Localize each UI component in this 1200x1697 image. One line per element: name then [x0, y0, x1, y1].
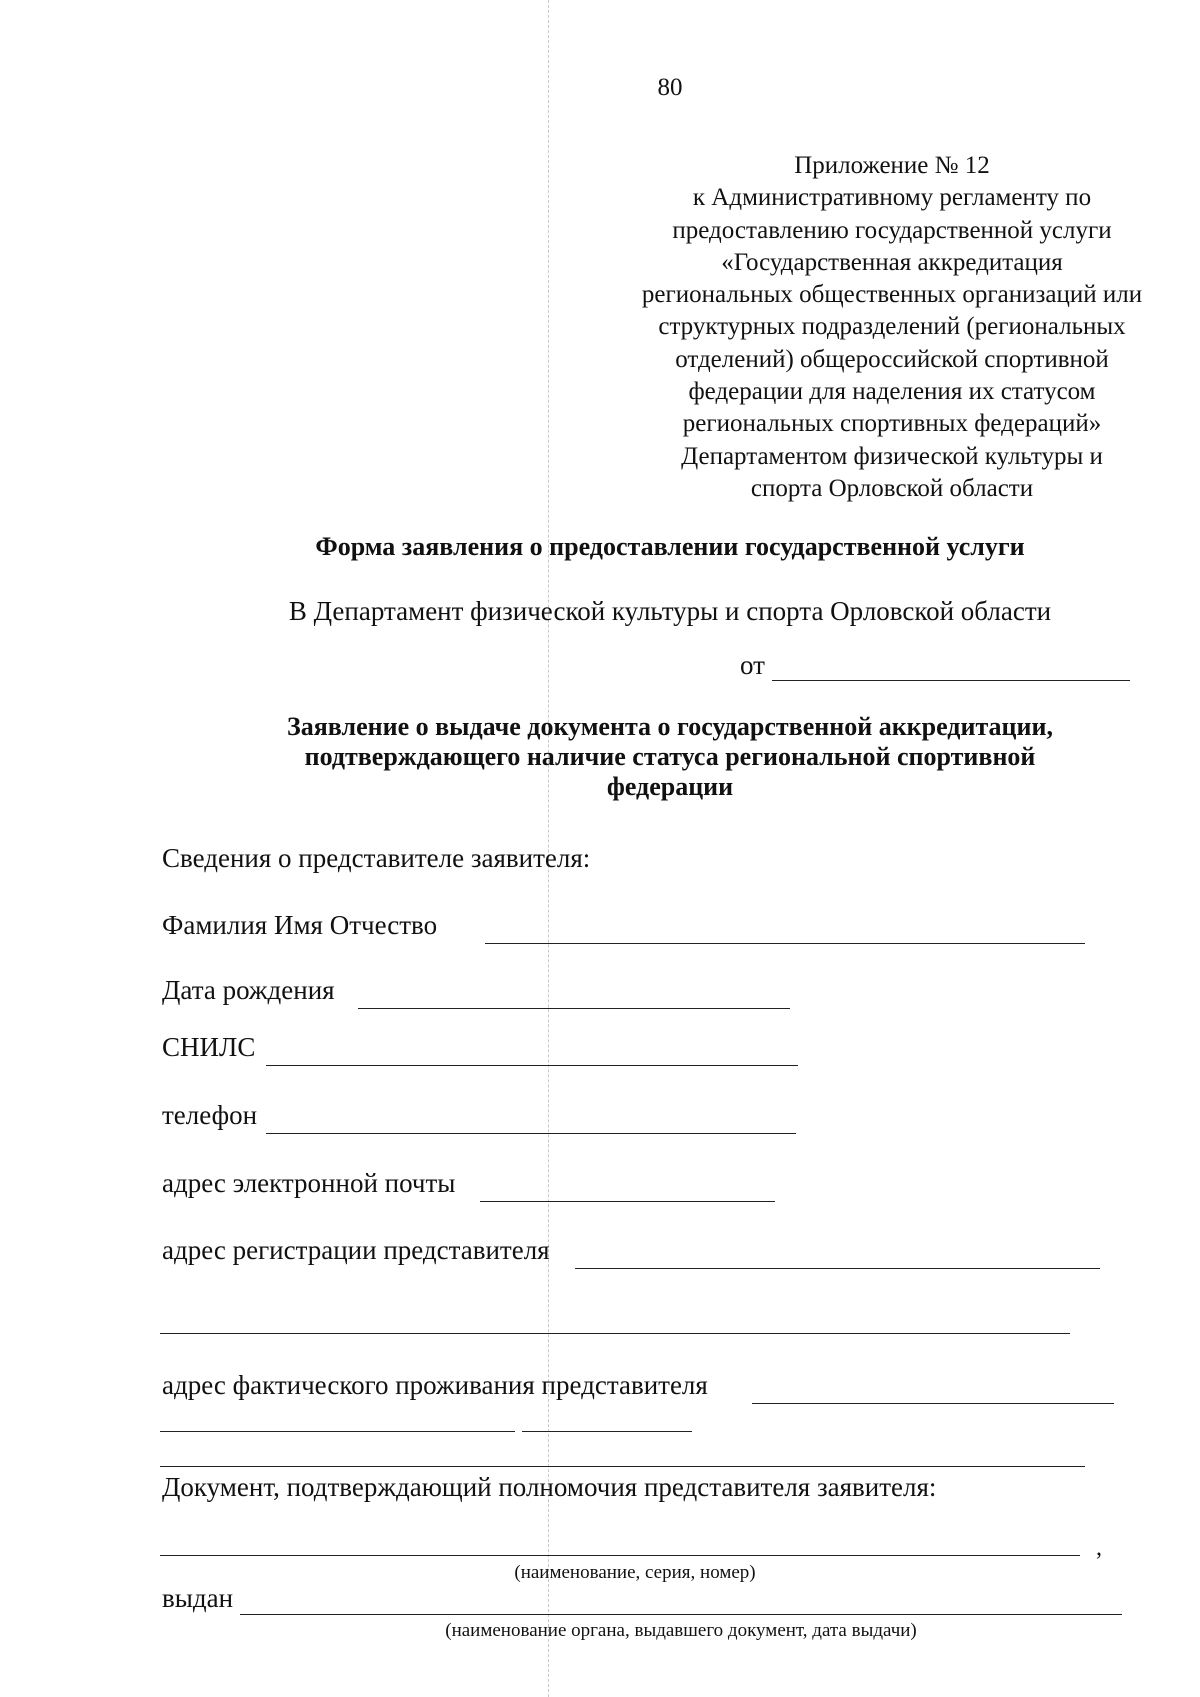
page-number: 80 [657, 74, 683, 101]
actual-address-label: адрес фактического проживания представителя [162, 1370, 708, 1400]
issued-field-line[interactable] [240, 1614, 1122, 1615]
application-title-line: федерации [606, 772, 734, 801]
registration-address-extra-line[interactable] [160, 1333, 1070, 1334]
issued-label: выдан [162, 1583, 234, 1613]
addressee-line: В Департамент физической культуры и спорта Орловской области [288, 596, 1052, 626]
actual-address-extra-line-right[interactable] [522, 1431, 692, 1432]
issuer-caption: (наименование органа, выдавшего документ, дата выдачи) [445, 1620, 917, 1641]
from-field-line[interactable] [772, 680, 1130, 681]
annex-header [612, 150, 1172, 505]
annex-line: спорта Орловской области [750, 474, 1034, 502]
actual-address-field-line[interactable] [752, 1403, 1114, 1404]
annex-line: предоставлению государственной услуги [672, 216, 1112, 244]
document-field-line[interactable] [160, 1555, 1080, 1556]
registration-address-label: адрес регистрации представителя [162, 1235, 550, 1265]
annex-line: Приложение № 12 [794, 152, 990, 179]
application-title [0, 712, 1200, 802]
from-label: от [740, 650, 765, 680]
annex-line: региональных общественных организаций или [641, 281, 1143, 309]
trailing-comma: , [1096, 1535, 1102, 1561]
birth-date-label: Дата рождения [162, 975, 335, 1005]
annex-line: региональных спортивных федераций» [682, 410, 1102, 438]
registration-address-field-line[interactable] [575, 1268, 1100, 1269]
phone-label: телефон [162, 1100, 258, 1130]
form-title: Форма заявления о предоставлении государственной услуги [315, 532, 1025, 561]
application-title-line: подтверждающего наличие статуса региональной спортивной [304, 742, 1036, 771]
annex-line: структурных подразделений (региональных [658, 313, 1126, 341]
annex-line: Департаментом физической культуры и [681, 442, 1103, 470]
authority-document-label: Документ, подтверждающий полномочия представителя заявителя: [162, 1472, 937, 1502]
actual-address-extra-line-2[interactable] [160, 1466, 1085, 1467]
annex-line: к Административному регламенту по [692, 184, 1092, 212]
email-label: адрес электронной почты [162, 1168, 456, 1198]
annex-line: «Государственная аккредитация [721, 248, 1063, 276]
full-name-label: Фамилия Имя Отчество [162, 910, 438, 940]
full-name-field-line[interactable] [485, 943, 1085, 944]
annex-line: федерации для наделения их статусом [688, 378, 1096, 406]
birth-date-field-line[interactable] [358, 1008, 790, 1009]
representative-section-label: Сведения о представителе заявителя: [162, 843, 591, 873]
application-title-line: Заявление о выдаче документа о государственной аккредитации, [287, 712, 1053, 741]
document-caption: (наименование, серия, номер) [514, 1562, 756, 1583]
phone-field-line[interactable] [266, 1133, 796, 1134]
email-field-line[interactable] [480, 1201, 775, 1202]
annex-line: отделений) общероссийской спортивной [675, 345, 1109, 373]
snils-label: СНИЛС [162, 1032, 256, 1062]
snils-field-line[interactable] [266, 1065, 798, 1066]
actual-address-extra-line-left[interactable] [160, 1431, 515, 1432]
